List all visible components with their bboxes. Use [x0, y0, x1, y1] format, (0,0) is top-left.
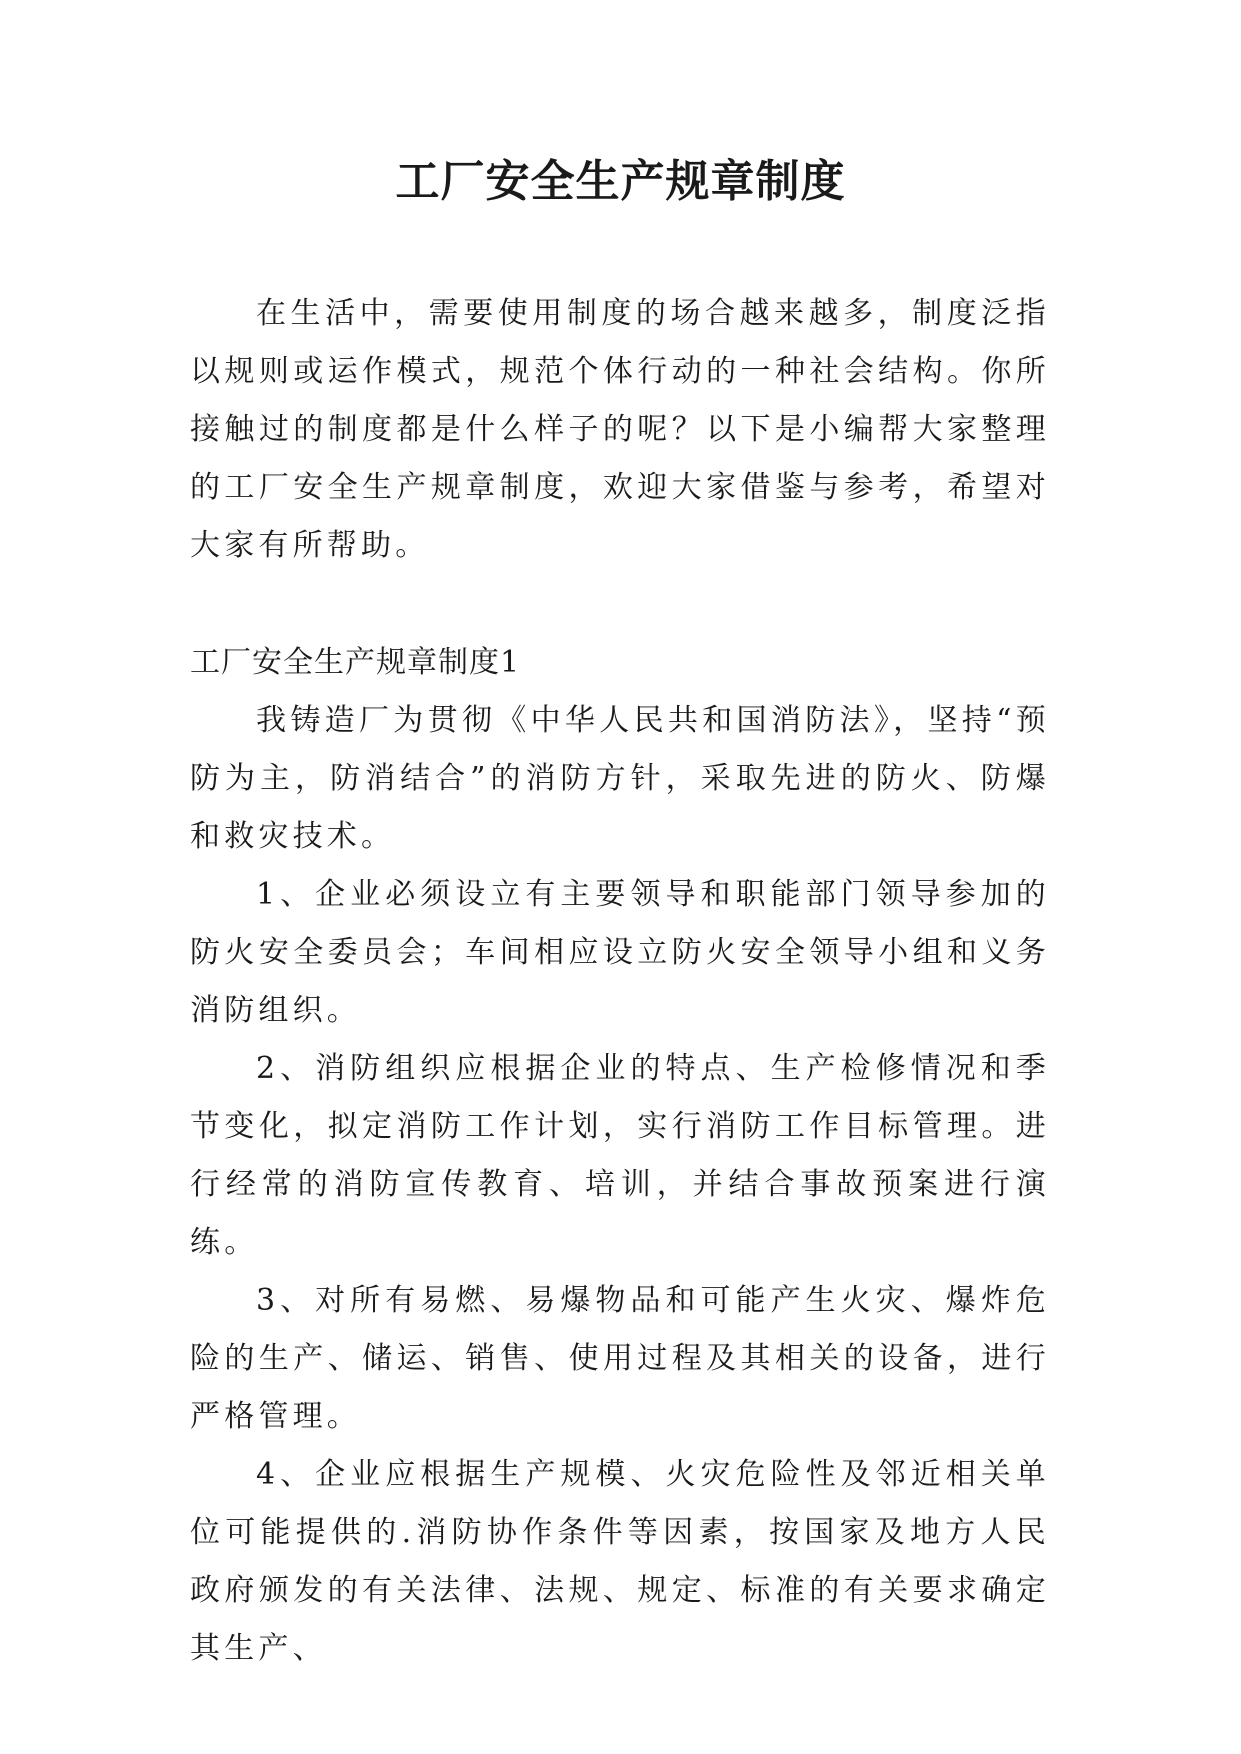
section-heading: 工厂安全生产规章制度1 [190, 645, 521, 680]
section-content [190, 692, 1050, 1678]
document-title: 工厂安全生产规章制度 [395, 156, 846, 207]
paragraph: 2、消防组织应根据企业的特点、生产检修情况和季节变化，拟定消防工作计划，实行消防工作目标管理。进行经常的消防宣传教育、培训，并结合事故预案进行演练。 [190, 1051, 1050, 1260]
paragraph: 4、企业应根据生产规模、火灾危险性及邻近相关单位可能提供的.消防协作条件等因素，按国家及地方人民政府颁发的有关法律、法规、规定、标准的有关要求确定其生产、 [190, 1457, 1050, 1666]
paragraph: 3、对所有易燃、易爆物品和可能产生火灾、爆炸危险的生产、储运、销售、使用过程及其相关的设备，进行严格管理。 [190, 1283, 1050, 1434]
paragraph: 我铸造厂为贯彻《中华人民共和国消防法》，坚持“预防为主，防消结合”的消防方针，采取先进的防火、防爆和救灾技术。 [190, 703, 1050, 854]
intro-paragraph: 在生活中，需要使用制度的场合越来越多，制度泛指以规则或运作模式，规范个体行动的一种社会结构。你所接触过的制度都是什么样子的呢？以下是小编帮大家整理的工厂安全生产规章制度，欢迎大家借鉴与参考，希望对大家有所帮助。 [190, 296, 1050, 563]
paragraph: 1、企业必须设立有主要领导和职能部门领导参加的防火安全委员会；车间相应设立防火安全领导小组和义务消防组织。 [190, 877, 1050, 1028]
